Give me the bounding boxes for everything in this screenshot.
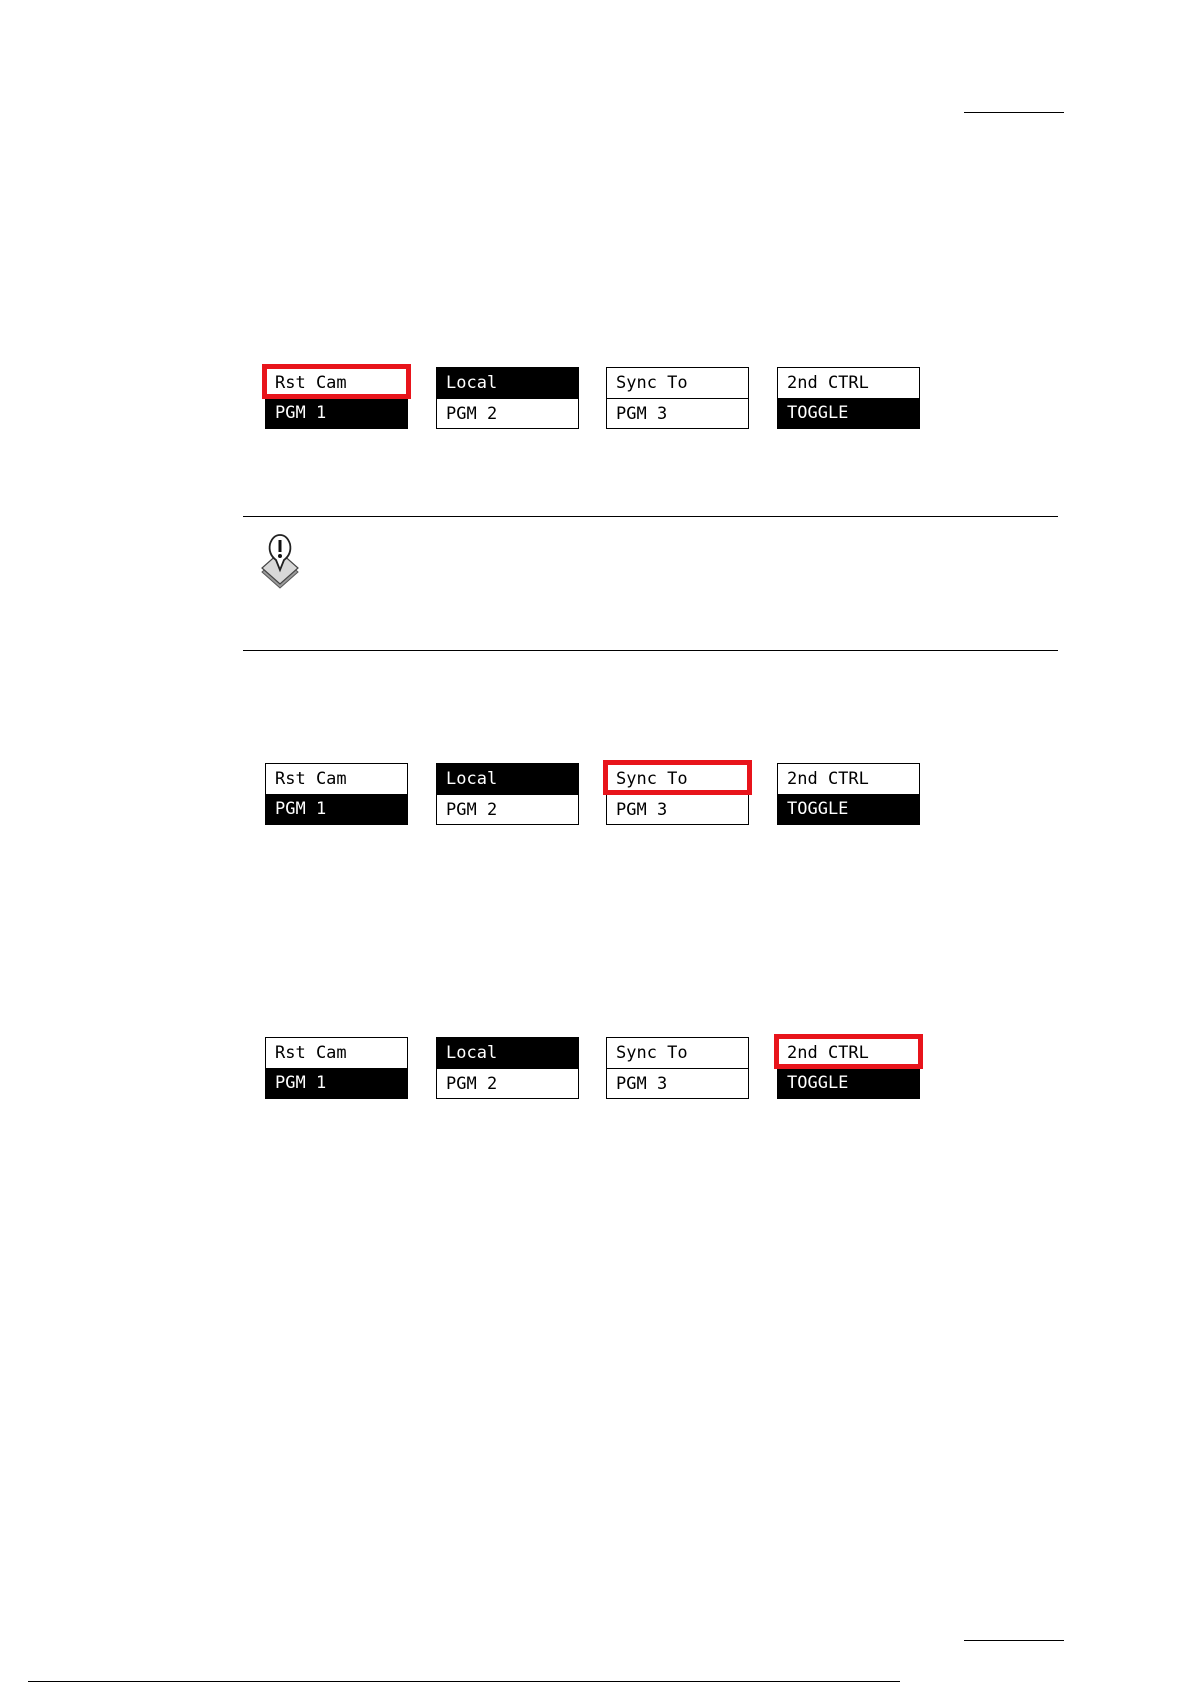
lcd-cell-bottom: TOGGLE — [778, 1068, 919, 1098]
lcd-panel-sync-to — [606, 1037, 749, 1099]
lcd-panel-sync-to — [606, 763, 749, 825]
page-bottom-rule — [28, 1681, 900, 1682]
pushpin-note-icon — [258, 532, 304, 594]
lcd-cell-top: 2nd CTRL — [778, 764, 919, 794]
lcd-cell-bottom: TOGGLE — [778, 794, 919, 824]
lcd-cell-top: Rst Cam — [266, 368, 407, 398]
lcd-cell-top: Rst Cam — [266, 1038, 407, 1068]
lcd-cell-bottom: PGM 2 — [437, 794, 578, 824]
note-bottom-rule — [243, 650, 1058, 651]
lcd-cell-top: 2nd CTRL — [778, 1038, 919, 1068]
lcd-cell-top: Local — [437, 368, 578, 398]
lcd-panel-rst-cam — [265, 367, 408, 429]
lcd-cell-top: Local — [437, 764, 578, 794]
lcd-cell-top: Local — [437, 1038, 578, 1068]
lcd-cell-bottom: PGM 2 — [437, 1068, 578, 1098]
lcd-cell-bottom: TOGGLE — [778, 398, 919, 428]
lcd-panel-rst-cam — [265, 763, 408, 825]
lcd-panel-local — [436, 763, 579, 825]
lcd-panel-2nd-ctrl — [777, 367, 920, 429]
lcd-panel-rst-cam — [265, 1037, 408, 1099]
lcd-cell-bottom: PGM 2 — [437, 398, 578, 428]
lcd-panel-sync-to — [606, 367, 749, 429]
lcd-cell-bottom: PGM 1 — [266, 1068, 407, 1098]
lcd-panel-2nd-ctrl — [777, 763, 920, 825]
lcd-cell-top: Sync To — [607, 368, 748, 398]
lcd-cell-bottom: PGM 1 — [266, 398, 407, 428]
lcd-panel-2nd-ctrl — [777, 1037, 920, 1099]
lcd-panel-local — [436, 1037, 579, 1099]
lcd-cell-bottom: PGM 1 — [266, 794, 407, 824]
lcd-cell-top: 2nd CTRL — [778, 368, 919, 398]
lcd-cell-bottom: PGM 3 — [607, 1068, 748, 1098]
footer-rule — [964, 1640, 1064, 1641]
lcd-panel-local — [436, 367, 579, 429]
header-rule — [964, 112, 1064, 113]
lcd-cell-top: Rst Cam — [266, 764, 407, 794]
lcd-cell-bottom: PGM 3 — [607, 794, 748, 824]
lcd-cell-top: Sync To — [607, 764, 748, 794]
lcd-cell-bottom: PGM 3 — [607, 398, 748, 428]
note-top-rule — [243, 516, 1058, 517]
lcd-cell-top: Sync To — [607, 1038, 748, 1068]
